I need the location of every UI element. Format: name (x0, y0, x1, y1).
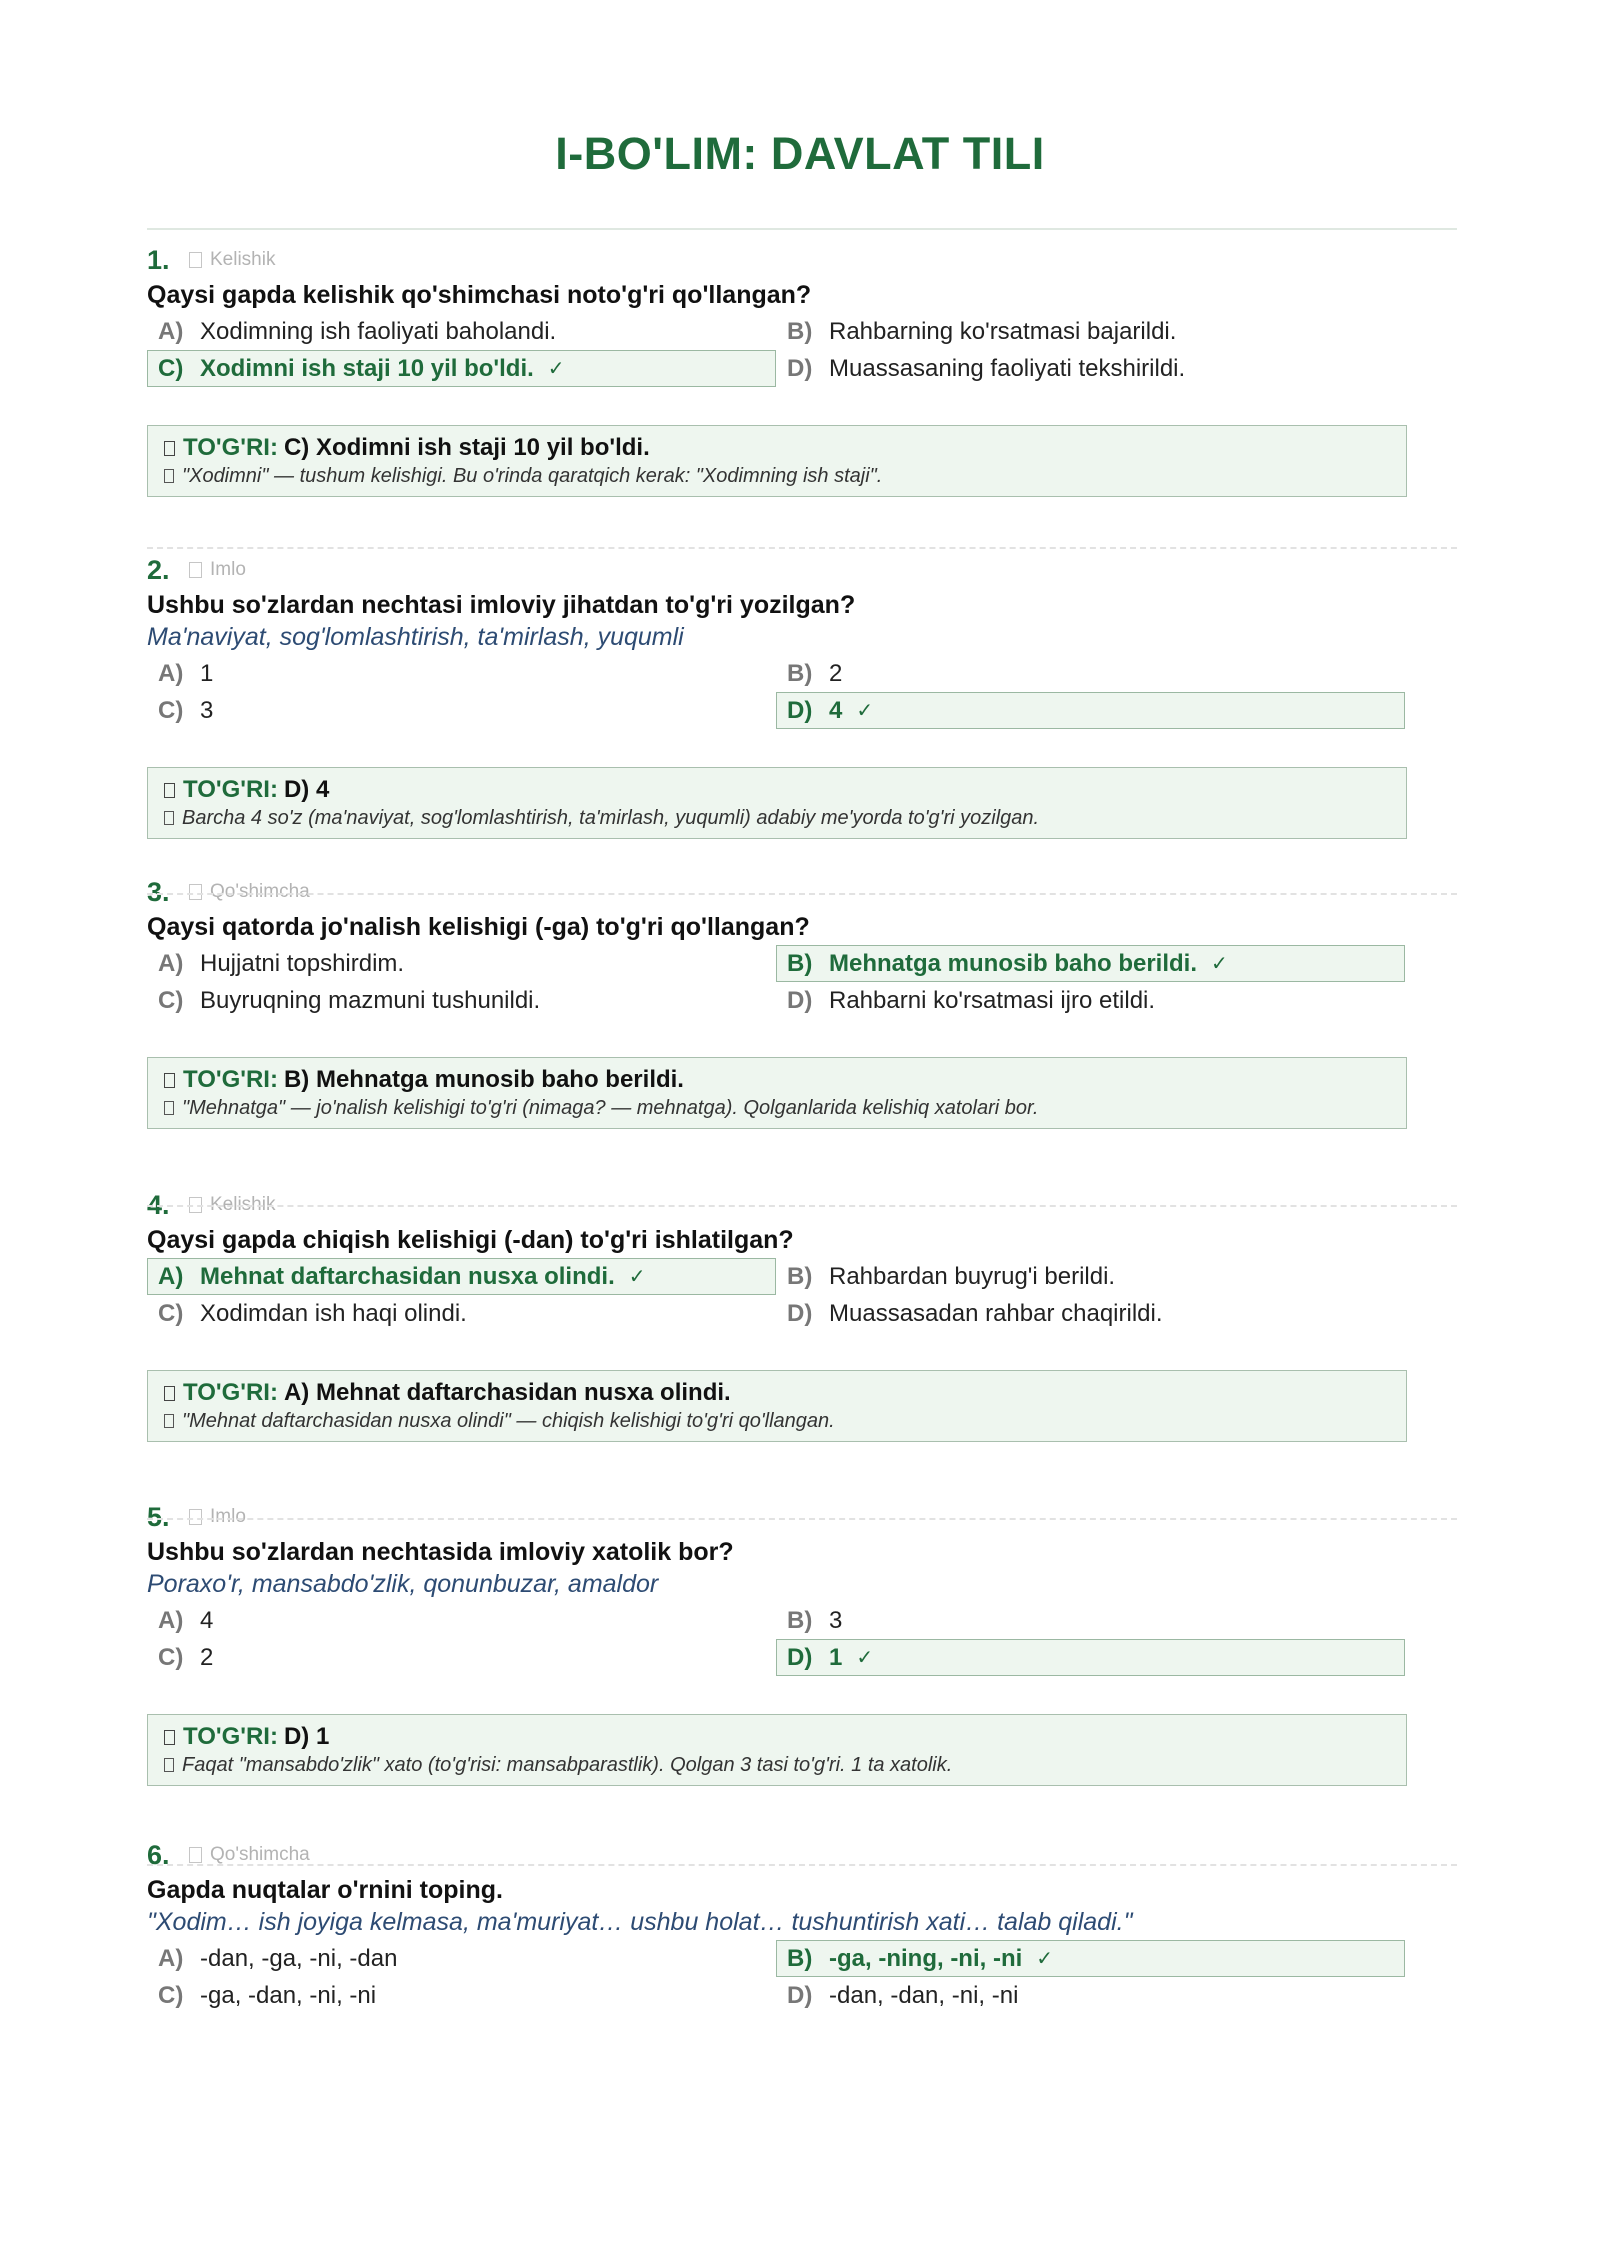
option-label: D) (787, 354, 813, 382)
option-text: 4 (200, 1606, 214, 1634)
option-label: D) (787, 1981, 813, 2009)
option-label: C) (158, 696, 184, 724)
answer-options (147, 1258, 1407, 1332)
option-correct[interactable] (776, 692, 1405, 729)
option[interactable] (776, 1602, 1405, 1639)
option-label: C) (158, 1299, 184, 1327)
question-block (147, 1500, 1407, 1786)
check-icon: ✓ (628, 1266, 646, 1288)
question-header (147, 243, 1407, 277)
explanation-icon (164, 1758, 174, 1772)
option-text: Xodimdan ish haqi olindi. (200, 1299, 467, 1327)
explanation-text: Faqat "mansabdo'zlik" xato (to'g'risi: mansabparastlik). Qolgan 3 tasi to'g'ri. 1 ta xatolik. (182, 1754, 953, 1776)
correct-answer-box (147, 425, 1407, 497)
option-text: Hujjatni topshirdim. (200, 949, 405, 977)
question-category (189, 1844, 310, 1866)
question-block (147, 1188, 1407, 1442)
option-text: Xodimning ish faoliyati baholandi. (200, 317, 557, 345)
correct-prefix: TO'G'RI: (183, 776, 278, 803)
answer-options (147, 313, 1407, 387)
correct-answer-line (164, 1378, 1390, 1408)
option-correct[interactable] (776, 1639, 1405, 1676)
option[interactable] (147, 655, 776, 692)
correct-answer-text: B) Mehnatga munosib baho berildi. (283, 1066, 684, 1093)
option[interactable] (776, 982, 1405, 1019)
option-label: B) (787, 1606, 813, 1634)
option-label: D) (787, 986, 813, 1014)
option-label: A) (158, 1262, 184, 1290)
question-subtext: Ma'naviyat, sog'lomlashtirish, ta'mirlash, yuqumli (147, 623, 684, 651)
correct-prefix: TO'G'RI: (183, 1723, 278, 1750)
option-label: C) (158, 986, 184, 1014)
category-icon (189, 562, 202, 578)
option-text: -dan, -ga, -ni, -dan (200, 1944, 398, 1972)
option-label: B) (787, 949, 813, 977)
category-icon (189, 1847, 202, 1863)
answer-icon (164, 783, 175, 798)
correct-answer-text: C) Xodimni ish staji 10 yil bo'ldi. (283, 434, 650, 461)
check-icon: ✓ (1211, 953, 1228, 975)
category-label: Imlo (210, 559, 246, 580)
question-category (189, 1506, 246, 1528)
question-text: Ushbu so'zlardan nechtasi imloviy jihatdan to'g'ri yozilgan? (147, 591, 856, 619)
explanation-icon (164, 811, 174, 825)
option-label: A) (158, 659, 184, 687)
correct-answer-box (147, 767, 1407, 839)
option-text: 2 (829, 659, 843, 687)
correct-answer-line (164, 1722, 1390, 1752)
category-label: Kelishik (210, 249, 276, 270)
answer-options (147, 945, 1407, 1019)
option-text: 2 (200, 1643, 214, 1671)
option-text: 1 (829, 1643, 843, 1671)
explanation-icon (164, 1101, 174, 1115)
option-text: Mehnat daftarchasidan nusxa olindi. (200, 1262, 615, 1290)
correct-prefix: TO'G'RI: (183, 1066, 278, 1093)
option-label: D) (787, 696, 813, 724)
option[interactable] (147, 1639, 776, 1676)
option-text: -dan, -dan, -ni, -ni (829, 1981, 1019, 2009)
correct-prefix: TO'G'RI: (183, 1379, 278, 1406)
correct-answer-line (164, 433, 1390, 463)
option[interactable] (776, 1295, 1405, 1332)
option[interactable] (776, 1258, 1405, 1295)
answer-options (147, 1940, 1407, 2014)
check-icon: ✓ (1036, 1948, 1054, 1970)
correct-answer-box (147, 1714, 1407, 1786)
question-number: 1. (147, 244, 170, 275)
option[interactable] (147, 692, 776, 729)
question-number: 4. (147, 1189, 170, 1220)
option[interactable] (147, 945, 776, 982)
option-label: C) (158, 354, 184, 382)
option-label: B) (787, 1944, 813, 1972)
option-text: Buyruqning mazmuni tushunildi. (200, 986, 541, 1014)
question-category (189, 881, 310, 903)
option-text: Rahbarni ko'rsatmasi ijro etildi. (829, 986, 1156, 1014)
option[interactable] (147, 313, 776, 350)
question-number: 2. (147, 554, 170, 585)
option-text: 1 (200, 659, 214, 687)
option-text: Xodimni ish staji 10 yil bo'ldi. (200, 354, 534, 382)
option-label: B) (787, 1262, 813, 1290)
category-label: Qo'shimcha (210, 1844, 310, 1865)
category-icon (189, 1509, 202, 1525)
option-label: A) (158, 317, 184, 345)
question-number: 5. (147, 1501, 170, 1532)
option[interactable] (147, 1977, 776, 2014)
question-number: 6. (147, 1839, 170, 1870)
option-correct[interactable] (147, 350, 776, 387)
option-label: C) (158, 1643, 184, 1671)
explanation-line (164, 463, 1390, 489)
question-separator (147, 893, 1457, 895)
question-number: 3. (147, 876, 170, 907)
option-text: -ga, -ning, -ni, -ni (829, 1944, 1023, 1972)
option-text: Mehnatga munosib baho berildi. (829, 949, 1198, 977)
option[interactable] (776, 350, 1405, 387)
answer-icon (164, 1073, 175, 1088)
question-subtext: "Xodim… ish joyiga kelmasa, ma'muriyat… ushbu holat… tushuntirish xati… talab qiladi." (147, 1908, 1133, 1936)
option[interactable] (776, 1977, 1405, 2014)
option-label: D) (787, 1643, 813, 1671)
question-text: Gapda nuqtalar o'rnini toping. (147, 1876, 503, 1904)
explanation-text: "Mehnatga" — jo'nalish kelishigi to'g'ri (nimaga? — mehnatga). Qolganlarida kelishiq xatolari bor. (182, 1097, 1039, 1119)
explanation-line (164, 1408, 1390, 1434)
option[interactable] (147, 1602, 776, 1639)
question-header (147, 553, 1407, 587)
option-text: 3 (200, 696, 214, 724)
title-divider (147, 228, 1457, 230)
check-icon: ✓ (856, 1647, 874, 1669)
question-text: Qaysi gapda kelishik qo'shimchasi noto'g'ri qo'llangan? (147, 281, 812, 309)
option[interactable] (147, 982, 776, 1019)
question-separator (147, 1518, 1457, 1520)
category-label: Imlo (210, 1506, 246, 1527)
explanation-icon (164, 469, 174, 483)
option-text: Muassasaning faoliyati tekshirildi. (829, 354, 1186, 382)
category-icon (189, 884, 202, 900)
question-block (147, 875, 1407, 1129)
question-text: Qaysi qatorda jo'nalish kelishigi (-ga) to'g'ri qo'llangan? (147, 913, 810, 941)
option[interactable] (147, 1295, 776, 1332)
correct-answer-text: D) 4 (283, 776, 330, 803)
correct-answer-line (164, 775, 1390, 805)
explanation-line (164, 1095, 1390, 1121)
category-icon (189, 252, 202, 268)
question-header (147, 1500, 1407, 1534)
explanation-icon (164, 1414, 174, 1428)
option-label: A) (158, 1606, 184, 1634)
option-label: C) (158, 1981, 184, 2009)
question-category (189, 559, 246, 581)
explanation-text: Barcha 4 so'z (ma'naviyat, sog'lomlashtirish, ta'mirlash, yuqumli) adabiy me'yorda to'g'ri yozilgan. (182, 807, 1040, 829)
check-icon: ✓ (856, 700, 874, 722)
option-label: B) (787, 659, 813, 687)
explanation-text: "Xodimni" — tushum kelishigi. Bu o'rinda qaratqich kerak: "Xodimning ish staji". (182, 465, 883, 487)
option-label: B) (787, 317, 813, 345)
question-header (147, 1838, 1407, 1872)
option-text: Rahbarning ko'rsatmasi bajarildi. (829, 317, 1177, 345)
question-block (147, 243, 1407, 497)
explanation-line (164, 1752, 1390, 1778)
correct-answer-text: D) 1 (283, 1723, 330, 1750)
option-correct[interactable] (776, 945, 1405, 982)
question-separator (147, 547, 1457, 549)
question-text: Ushbu so'zlardan nechtasida imloviy xatolik bor? (147, 1538, 734, 1566)
answer-icon (164, 1730, 175, 1745)
option-label: D) (787, 1299, 813, 1327)
option[interactable] (776, 655, 1405, 692)
option-text: Rahbardan buyrug'i berildi. (829, 1262, 1116, 1290)
option-correct[interactable] (147, 1258, 776, 1295)
option-label: A) (158, 949, 184, 977)
explanation-line (164, 805, 1390, 831)
question-text: Qaysi gapda chiqish kelishigi (-dan) to'g'ri ishlatilgan? (147, 1226, 794, 1254)
correct-answer-box (147, 1370, 1407, 1442)
option-text: -ga, -dan, -ni, -ni (200, 1981, 377, 2009)
page-title: I-BO'LIM: DAVLAT TILI (555, 128, 1045, 179)
option-text: Muassasadan rahbar chaqirildi. (829, 1299, 1163, 1327)
explanation-text: "Mehnat daftarchasidan nusxa olindi" — chiqish kelishigi to'g'ri qo'llangan. (182, 1410, 835, 1432)
category-label: Qo'shimcha (210, 881, 310, 902)
correct-answer-box (147, 1057, 1407, 1129)
answer-options (147, 655, 1407, 729)
answer-options (147, 1602, 1407, 1676)
option-correct[interactable] (776, 1940, 1405, 1977)
question-category (189, 249, 275, 271)
question-separator (147, 1205, 1457, 1207)
question-block (147, 553, 1407, 839)
option-label: A) (158, 1944, 184, 1972)
category-label: Kelishik (210, 1194, 276, 1215)
correct-prefix: TO'G'RI: (183, 434, 278, 461)
correct-answer-line (164, 1065, 1390, 1095)
check-icon: ✓ (547, 358, 565, 380)
correct-answer-text: A) Mehnat daftarchasidan nusxa olindi. (283, 1379, 731, 1406)
option-text: 3 (829, 1606, 843, 1634)
answer-icon (164, 441, 175, 456)
option-text: 4 (829, 696, 843, 724)
option[interactable] (147, 1940, 776, 1977)
answer-icon (164, 1386, 175, 1401)
option[interactable] (776, 313, 1405, 350)
question-header (147, 875, 1407, 909)
question-separator (147, 1864, 1457, 1866)
question-subtext: Poraxo'r, mansabdo'zlik, qonunbuzar, amaldor (147, 1570, 659, 1598)
